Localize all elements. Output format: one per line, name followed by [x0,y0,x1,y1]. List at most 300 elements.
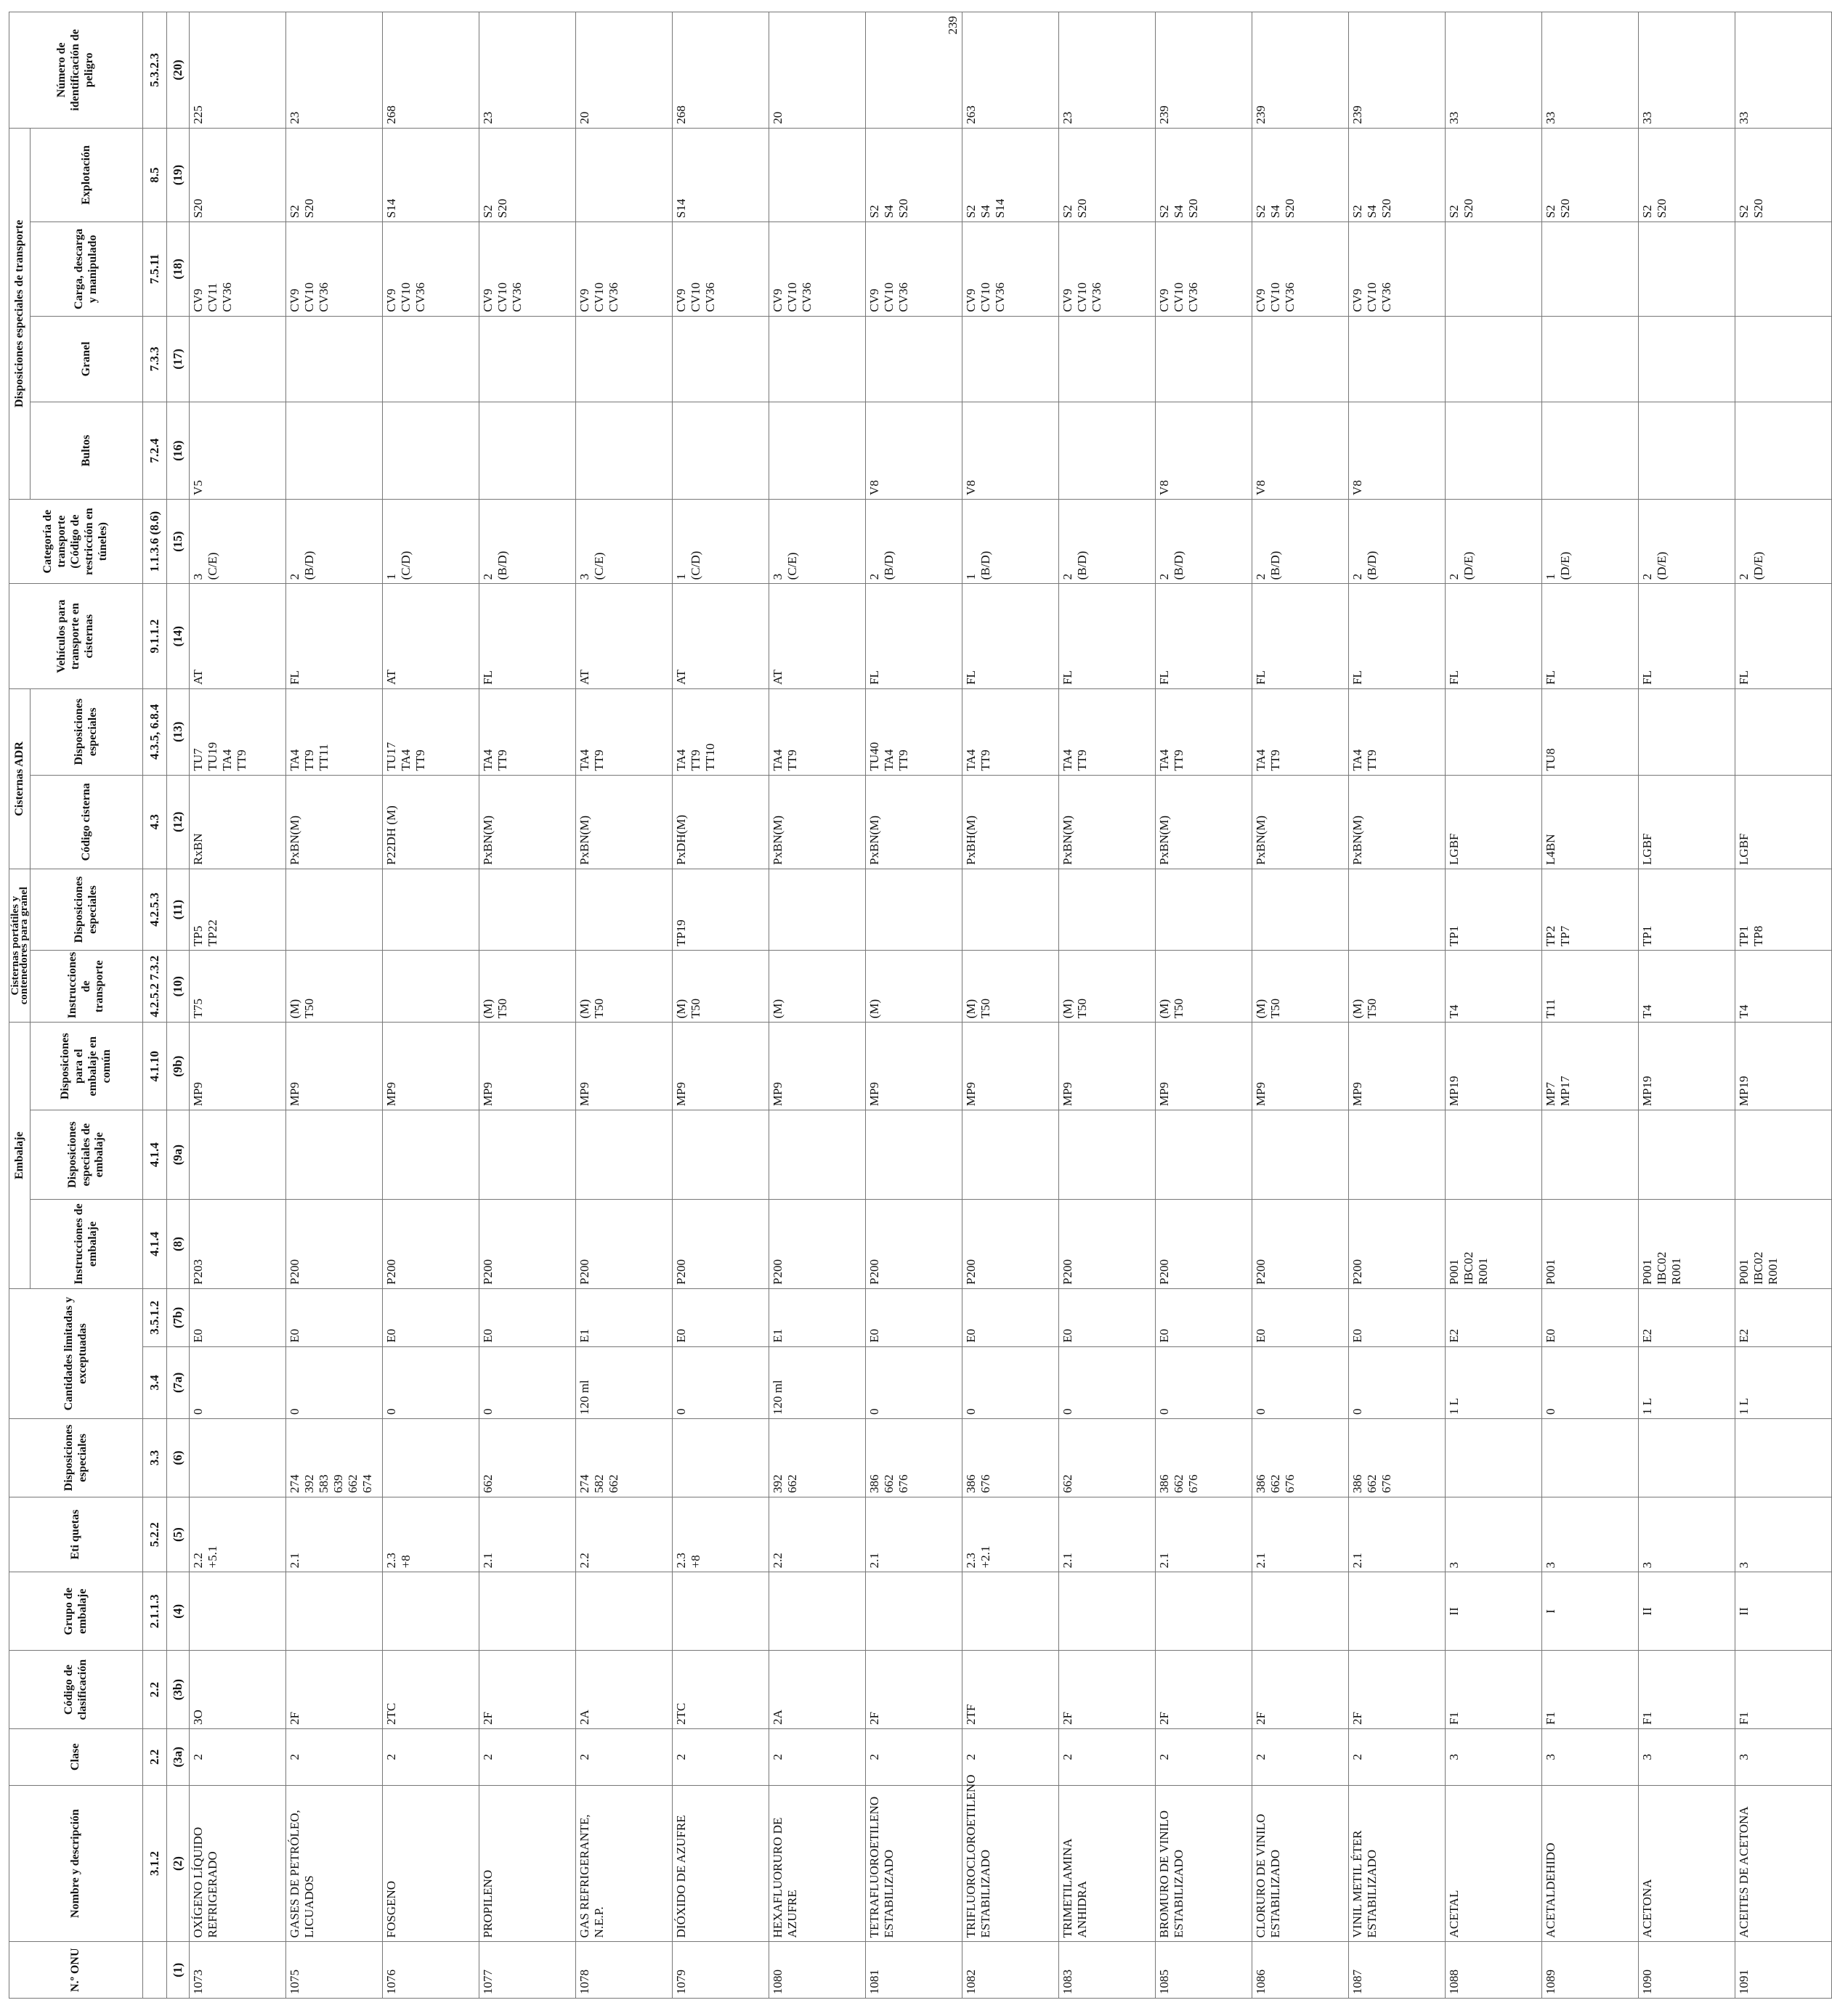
vehicle-cell: FL [1446,584,1542,689]
header-special-provisions: Disposiciones especiales [9,1418,143,1497]
mixed-packing-cell: MP9 [1059,1023,1156,1110]
packages-cell [1059,402,1156,500]
portable-tank-special-cell: TP1 [1639,869,1735,950]
column-number-cell: (7a) [167,1346,190,1418]
column-number-cell: (9b) [167,1023,190,1110]
transport-category-cell: 2 (B/D) [1349,499,1446,583]
bulk-cell [286,316,383,402]
column-number-cell: (5) [167,1497,190,1572]
packing-group-cell [962,1572,1059,1651]
adr-tank-special-cell: TA4 TT9 [962,688,1059,775]
classification-code-cell: F1 [1446,1651,1542,1729]
classification-code-cell: 3O [190,1651,286,1729]
portable-tank-special-cell [383,869,479,950]
tank-code-cell: PxBN(M) [1059,775,1156,869]
operation-cell: S2 S20 [479,128,576,221]
transport-category-cell: 1 (B/D) [962,499,1059,583]
un-number-cell: 1083 [1059,1942,1156,1999]
packing-instructions-cell: P200 [576,1200,673,1289]
operation-cell [576,128,673,221]
table-row [673,12,769,1999]
tank-code-cell: RxBN [190,775,286,869]
transport-category-cell: 2 (B/D) [286,499,383,583]
tank-instructions-cell: T11 [1542,951,1639,1023]
packing-instructions-cell: P200 [1349,1200,1446,1289]
name-cell: HEXAFLUORURO DE AZUFRE [769,1785,866,1942]
header-loading: Carga, descarga y manipulado [31,222,143,316]
packing-group-cell [1252,1572,1349,1651]
packages-cell [673,402,769,500]
class-cell: 2 [769,1729,866,1786]
tank-instructions-cell: T4 [1735,951,1832,1023]
classification-code-cell: 2TF [962,1651,1059,1729]
tank-code-cell: PxBN(M) [1252,775,1349,869]
limited-quantity-cell: 0 [1059,1346,1156,1418]
limited-quantity-cell: 120 ml [769,1346,866,1418]
hazard-id-cell: 33 [1446,12,1542,129]
excepted-quantity-cell: E1 [769,1288,866,1346]
table-row [866,12,962,1999]
vehicle-cell: AT [383,584,479,689]
bulk-cell [1059,316,1156,402]
tank-instructions-cell: (M) T50 [479,951,576,1023]
portable-tank-special-cell [1252,869,1349,950]
special-provisions-cell [673,1418,769,1497]
tank-code-cell: LGBF [1639,775,1735,869]
name-cell: ACEITES DE ACETONA [1735,1785,1832,1942]
loading-cell: CV9 CV10 CV36 [1349,222,1446,316]
un-number-cell: 1075 [286,1942,383,1999]
class-cell: 2 [383,1729,479,1786]
class-cell: 2 [1252,1729,1349,1786]
name-cell: TRIMETILAMINA ANHIDRA [1059,1785,1156,1942]
transport-category-cell: 3 (C/E) [576,499,673,583]
adr-tank-special-cell [1639,688,1735,775]
hazard-id-cell: 20 [576,12,673,129]
tank-instructions-cell: (M) T50 [1156,951,1252,1023]
column-number-cell: (12) [167,775,190,869]
class-cell: 2 [576,1729,673,1786]
section-reference-row [143,12,167,1999]
header-mixed-packing: Disposiciones para el embalaje en común [31,1023,143,1110]
packages-cell [769,402,866,500]
header-un-number: N.º ONU [9,1942,143,1999]
bulk-cell [1735,316,1832,402]
bulk-cell [673,316,769,402]
vehicle-cell: FL [1735,584,1832,689]
adr-tank-special-cell: TA4 TT9 [576,688,673,775]
tank-instructions-cell [383,951,479,1023]
special-packing-cell [866,1110,962,1200]
labels-cell: 2.3 +8 [383,1497,479,1572]
tank-code-cell: PxBN(M) [1349,775,1446,869]
column-number-cell: (4) [167,1572,190,1651]
special-packing-cell [1446,1110,1542,1200]
vehicle-cell: AT [769,584,866,689]
table-row [1059,12,1156,1999]
special-packing-cell [190,1110,286,1200]
bulk-cell [1446,316,1542,402]
special-provisions-cell: 386 676 [962,1418,1059,1497]
header-name: Nombre y descripción [9,1785,143,1942]
tank-code-cell: PxBN(M) [576,775,673,869]
packages-cell [1446,402,1542,500]
vehicle-cell: FL [1156,584,1252,689]
hazard-id-cell: 239 [1252,12,1349,129]
transport-category-cell: 2 (D/E) [1446,499,1542,583]
mixed-packing-cell: MP9 [190,1023,286,1110]
section-ref-cell: 8.5 [143,128,167,221]
limited-quantity-cell: 120 ml [576,1346,673,1418]
column-number-row [167,12,190,1999]
labels-cell: 2.2 [576,1497,673,1572]
packing-group-cell: II [1639,1572,1735,1651]
packing-instructions-cell: P001 [1542,1200,1639,1289]
vehicle-cell: FL [1639,584,1735,689]
portable-tank-special-cell [1349,869,1446,950]
excepted-quantity-cell: E0 [1059,1288,1156,1346]
adr-tank-special-cell: TU7 TU19 TA4 TT9 [190,688,286,775]
mixed-packing-cell: MP9 [383,1023,479,1110]
limited-quantity-cell: 0 [1542,1346,1639,1418]
portable-tank-special-cell [576,869,673,950]
portable-tanks-label: Cisternas portátiles y contenedores para granel [9,887,30,1005]
transport-category-cell: 1 (C/D) [383,499,479,583]
name-cell: DIÓXIDO DE AZUFRE [673,1785,769,1942]
special-packing-cell [286,1110,383,1200]
class-cell: 2 [1349,1729,1446,1786]
mixed-packing-cell: MP7 MP17 [1542,1023,1639,1110]
adr-tank-special-cell: TA4 TT9 [769,688,866,775]
special-packing-cell [1639,1110,1735,1200]
tank-instructions-cell: (M) [769,951,866,1023]
special-provisions-cell: 386 662 676 [866,1418,962,1497]
special-packing-cell [1349,1110,1446,1200]
class-cell: 2 [286,1729,383,1786]
tank-code-cell: PxBN(M) [1156,775,1252,869]
class-cell: 2 [866,1729,962,1786]
header-packaging-group: Embalaje [9,1023,31,1289]
class-cell: 3 [1446,1729,1542,1786]
portable-tank-special-cell [866,869,962,950]
excepted-quantity-cell: E1 [576,1288,673,1346]
special-packing-cell [576,1110,673,1200]
classification-code-cell: 2A [769,1651,866,1729]
section-ref-cell: 3.5.1.2 [143,1288,167,1346]
packages-cell [383,402,479,500]
operation-cell [769,128,866,221]
section-ref-cell [143,1942,167,1999]
classification-code-cell: 2F [479,1651,576,1729]
tank-code-cell: PxBN(M) [866,775,962,869]
tank-instructions-cell: (M) T50 [576,951,673,1023]
name-cell: TETRAFLUOROETILENO ESTABILIZADO [866,1785,962,1942]
classification-code-cell: F1 [1639,1651,1735,1729]
un-number-cell: 1081 [866,1942,962,1999]
excepted-quantity-cell: E0 [1349,1288,1446,1346]
hazard-id-cell: 23 [1059,12,1156,129]
header-portable-tanks-group [9,869,31,1022]
tank-code-cell: PxBN(M) [769,775,866,869]
classification-code-cell: 2F [286,1651,383,1729]
mixed-packing-cell: MP9 [576,1023,673,1110]
special-packing-cell [1059,1110,1156,1200]
operation-cell: S2 S20 [1735,128,1832,221]
hazard-id-cell: 239 [866,12,962,129]
labels-cell: 2.1 [1156,1497,1252,1572]
special-provisions-cell [1542,1418,1639,1497]
section-ref-cell: 4.1.4 [143,1110,167,1200]
packages-cell: V5 [190,402,286,500]
loading-cell: CV9 CV10 CV36 [673,222,769,316]
portable-tank-special-cell [1156,869,1252,950]
bulk-cell [1156,316,1252,402]
excepted-quantity-cell: E0 [1252,1288,1349,1346]
header-group-row [9,12,31,1999]
column-number-cell: (19) [167,128,190,221]
table-row [286,12,383,1999]
hazard-id-cell: 225 [190,12,286,129]
header-adr-tanks-group: Cisternas ADR [9,688,31,869]
class-cell: 2 [673,1729,769,1786]
special-packing-cell [479,1110,576,1200]
packing-group-cell: II [1446,1572,1542,1651]
special-packing-cell [769,1110,866,1200]
portable-tank-special-cell [286,869,383,950]
packing-instructions-cell: P001 IBC02 R001 [1446,1200,1542,1289]
mixed-packing-cell: MP9 [479,1023,576,1110]
header-packages: Bultos [31,402,143,500]
limited-quantity-cell: 0 [383,1346,479,1418]
name-cell: FOSGENO [383,1785,479,1942]
limited-quantity-cell: 0 [190,1346,286,1418]
name-cell: OXÍGENO LÍQUIDO REFRIGERADO [190,1785,286,1942]
operation-cell: S2 S20 [286,128,383,221]
un-number-cell: 1078 [576,1942,673,1999]
limited-quantity-cell: 1 L [1735,1346,1832,1418]
loading-cell [1542,222,1639,316]
classification-code-cell: 2F [1349,1651,1446,1729]
tank-code-cell: L4BN [1542,775,1639,869]
transport-category-cell: 3 (C/E) [769,499,866,583]
operation-cell: S2 S20 [1639,128,1735,221]
hazard-id-cell: 268 [383,12,479,129]
packing-group-cell [866,1572,962,1651]
operation-cell: S2 S4 S20 [866,128,962,221]
loading-cell: CV9 CV10 CV36 [1059,222,1156,316]
special-packing-cell [673,1110,769,1200]
table-row [1639,12,1735,1999]
name-cell: GASES DE PETRÓLEO, LICUADOS [286,1785,383,1942]
vehicle-cell: FL [286,584,383,689]
limited-quantity-cell: 0 [866,1346,962,1418]
header-operation: Explotación [31,128,143,221]
limited-quantity-cell: 1 L [1446,1346,1542,1418]
transport-category-cell: 2 (D/E) [1735,499,1832,583]
packing-instructions-cell: P200 [769,1200,866,1289]
classification-code-cell: 2TC [673,1651,769,1729]
loading-cell: CV9 CV10 CV36 [383,222,479,316]
special-packing-cell [383,1110,479,1200]
packages-cell [479,402,576,500]
portable-tank-special-cell: TP19 [673,869,769,950]
labels-cell: 3 [1542,1497,1639,1572]
transport-category-cell: 2 (B/D) [1059,499,1156,583]
loading-cell: CV9 CV10 CV36 [576,222,673,316]
limited-quantity-cell: 0 [286,1346,383,1418]
operation-cell: S2 S20 [1446,128,1542,221]
special-provisions-cell: 386 662 676 [1252,1418,1349,1497]
excepted-quantity-cell: E0 [286,1288,383,1346]
operation-cell: S20 [190,128,286,221]
section-ref-cell: 2.2 [143,1729,167,1786]
labels-cell: 2.1 [1252,1497,1349,1572]
special-provisions-cell: 392 662 [769,1418,866,1497]
adr-tank-special-cell: TA4 TT9 [1252,688,1349,775]
packages-cell [1735,402,1832,500]
bulk-cell [1542,316,1639,402]
tank-instructions-cell: (M) T50 [673,951,769,1023]
special-provisions-cell: 274 582 662 [576,1418,673,1497]
table-row [1542,12,1639,1999]
portable-tank-special-cell: TP1 TP8 [1735,869,1832,950]
column-number-cell: (2) [167,1785,190,1942]
section-ref-cell: 4.1.10 [143,1023,167,1110]
name-cell: CLORURO DE VINILO ESTABILIZADO [1252,1785,1349,1942]
portable-tank-special-cell [479,869,576,950]
mixed-packing-cell: MP9 [673,1023,769,1110]
table-row [479,12,576,1999]
un-number-cell: 1077 [479,1942,576,1999]
section-ref-cell: 1.1.3.6 (8.6) [143,499,167,583]
packing-instructions-cell: P200 [673,1200,769,1289]
column-number-cell: (20) [167,12,190,129]
column-number-cell: (16) [167,402,190,500]
labels-cell: 2.1 [479,1497,576,1572]
header-packing-instructions: Instrucciones de embalaje [31,1200,143,1289]
limited-quantity-cell: 1 L [1639,1346,1735,1418]
column-number-cell: (9a) [167,1110,190,1200]
bulk-cell [769,316,866,402]
adr-tank-special-cell [1446,688,1542,775]
packing-group-cell [1156,1572,1252,1651]
special-provisions-cell: 386 662 676 [1156,1418,1252,1497]
section-ref-cell: 4.3.5, 6.8.4 [143,688,167,775]
transport-category-cell: 2 (B/D) [1252,499,1349,583]
header-transport-category: Categoría de transporte (Código de restricción en túneles) [9,499,143,583]
loading-cell: CV9 CV10 CV36 [866,222,962,316]
packing-group-cell [769,1572,866,1651]
section-ref-cell: 7.2.4 [143,402,167,500]
operation-cell: S14 [383,128,479,221]
table-row [1156,12,1252,1999]
packing-group-cell [383,1572,479,1651]
special-provisions-cell [1639,1418,1735,1497]
limited-quantity-cell: 0 [962,1346,1059,1418]
mixed-packing-cell: MP9 [769,1023,866,1110]
column-number-cell: (11) [167,869,190,950]
mixed-packing-cell: MP9 [1349,1023,1446,1110]
hazard-id-cell: 263 [962,12,1059,129]
hazard-id-cell: 239 [1156,12,1252,129]
tank-code-cell: PxDH(M) [673,775,769,869]
packing-group-cell: I [1542,1572,1639,1651]
name-cell: VINIL METIL ÉTER ESTABILIZADO [1349,1785,1446,1942]
operation-cell: S14 [673,128,769,221]
packing-group-cell [576,1572,673,1651]
packing-instructions-cell: P001 IBC02 R001 [1639,1200,1735,1289]
transport-category-cell: 1 (D/E) [1542,499,1639,583]
labels-cell: 3 [1639,1497,1735,1572]
header-packing-group: Grupo de embalaje [9,1572,143,1651]
limited-quantity-cell: 0 [673,1346,769,1418]
excepted-quantity-cell: E0 [383,1288,479,1346]
special-provisions-cell [1446,1418,1542,1497]
packing-group-cell [286,1572,383,1651]
un-number-cell: 1089 [1542,1942,1639,1999]
table-body [190,12,1832,1999]
header-hazard-id: Número de identificación de peligro [9,12,143,129]
loading-cell [1735,222,1832,316]
bulk-cell [576,316,673,402]
excepted-quantity-cell: E0 [1156,1288,1252,1346]
table-row [383,12,479,1999]
transport-category-cell: 2 (B/D) [1156,499,1252,583]
tank-instructions-cell: (M) T50 [286,951,383,1023]
limited-quantity-cell: 0 [1156,1346,1252,1418]
hazard-id-cell: 239 [1349,12,1446,129]
mixed-packing-cell: MP19 [1446,1023,1542,1110]
header-labels: Eti quetas [9,1497,143,1572]
mixed-packing-cell: MP19 [1639,1023,1735,1110]
special-packing-cell [1156,1110,1252,1200]
adr-tank-special-cell [1735,688,1832,775]
packing-instructions-cell: P200 [286,1200,383,1289]
table-row [190,12,286,1999]
header-classification-code: Código de clasificación [9,1651,143,1729]
loading-cell: CV9 CV10 CV36 [286,222,383,316]
excepted-quantity-cell: E0 [1542,1288,1639,1346]
adr-tank-special-cell: TA4 TT9 [479,688,576,775]
tank-code-cell: LGBF [1446,775,1542,869]
vehicle-cell: FL [479,584,576,689]
tank-code-cell: PxBN(M) [479,775,576,869]
section-ref-cell: 3.3 [143,1418,167,1497]
packages-cell [1542,402,1639,500]
packages-cell: V8 [962,402,1059,500]
classification-code-cell: F1 [1542,1651,1639,1729]
class-cell: 2 [190,1729,286,1786]
portable-tank-special-cell: TP1 [1446,869,1542,950]
section-ref-cell: 4.2.5.2 7.3.2 [143,951,167,1023]
tank-instructions-cell: (M) T50 [962,951,1059,1023]
classification-code-cell: 2F [866,1651,962,1729]
name-cell: GAS REFRIGERANTE, N.E.P. [576,1785,673,1942]
adr-tank-special-cell: TA4 TT9 [1349,688,1446,775]
loading-cell: CV9 CV10 CV36 [769,222,866,316]
transport-category-cell: 2 (B/D) [479,499,576,583]
class-cell: 3 [1735,1729,1832,1786]
class-cell: 3 [1542,1729,1639,1786]
adr-tank-special-cell: TU8 [1542,688,1639,775]
limited-quantity-cell: 0 [1349,1346,1446,1418]
loading-cell: CV9 CV10 CV36 [479,222,576,316]
vehicle-cell: FL [866,584,962,689]
adr-tank-special-cell: TA4 TT9 TT11 [286,688,383,775]
excepted-quantity-cell: E0 [479,1288,576,1346]
packing-group-cell [673,1572,769,1651]
special-packing-cell [962,1110,1059,1200]
